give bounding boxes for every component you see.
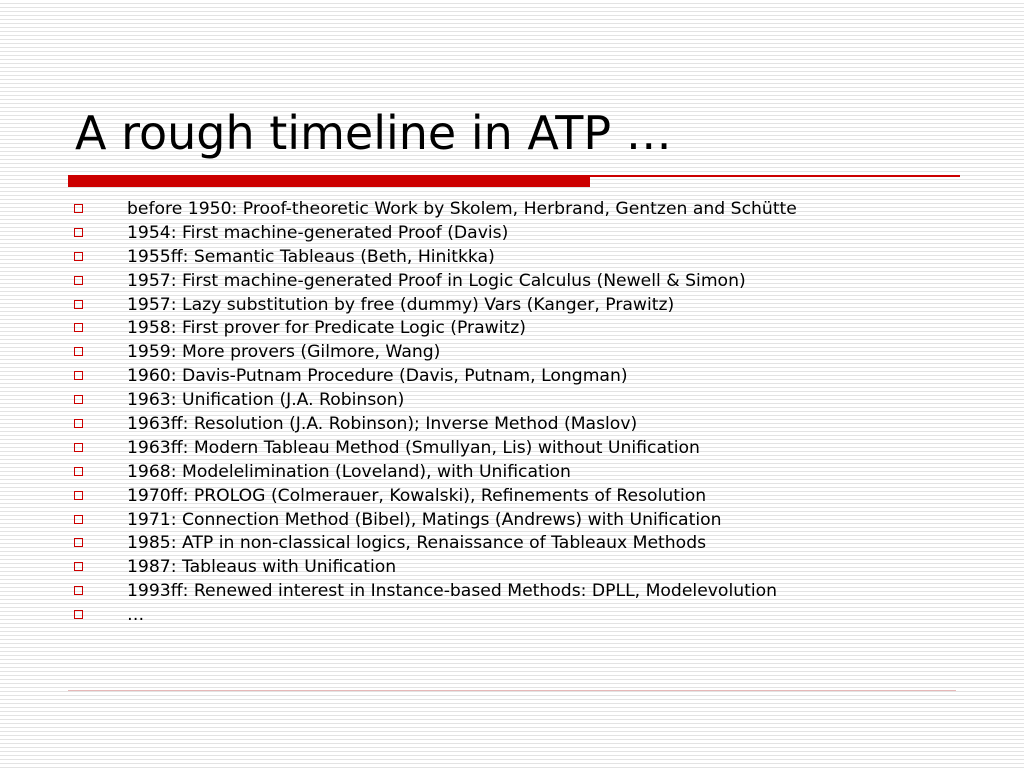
hollow-square-icon (74, 300, 83, 309)
hollow-square-icon (74, 586, 83, 595)
hollow-square-icon (74, 562, 83, 571)
timeline-item-text: 1960: Davis-Putnam Procedure (Davis, Putnam, Longman) (127, 366, 628, 387)
timeline-item-text: … (127, 605, 145, 626)
timeline-item-text: 1968: Modelelimination (Loveland), with Unification (127, 461, 571, 482)
hollow-square-icon (74, 419, 83, 428)
hollow-square-icon (74, 610, 83, 619)
timeline-item-text: 1993ff: Renewed interest in Instance-based Methods: DPLL, Modelevolution (127, 581, 778, 602)
footer-divider-line (68, 690, 956, 691)
hollow-square-icon (74, 252, 83, 261)
hollow-square-icon (74, 395, 83, 404)
timeline-item-text: 1971: Connection Method (Bibel), Matings (Andrews) with Unification (127, 509, 722, 530)
hollow-square-icon (74, 228, 83, 237)
timeline-item-text: 1963ff: Resolution (J.A. Robinson); Inverse Method (Maslov) (127, 414, 638, 435)
timeline-item-text: 1957: Lazy substitution by free (dummy) Vars (Kanger, Prawitz) (127, 294, 675, 315)
timeline-item-text: 1985: ATP in non-classical logics, Renaissance of Tableaux Methods (127, 533, 707, 554)
hollow-square-icon (74, 467, 83, 476)
timeline-item-text: 1963ff: Modern Tableau Method (Smullyan, Lis) without Unification (127, 437, 700, 458)
timeline-item-text: 1954: First machine-generated Proof (Davis) (127, 222, 509, 243)
hollow-square-icon (74, 323, 83, 332)
timeline-item-text: 1987: Tableaus with Unification (127, 557, 397, 578)
timeline-item-text: 1958: First prover for Predicate Logic (Prawitz) (127, 318, 526, 339)
hollow-square-icon (74, 491, 83, 500)
timeline-item-text: 1970ff: PROLOG (Colmerauer, Kowalski), Refinements of Resolution (127, 485, 707, 506)
timeline-item-text: 1963: Unification (J.A. Robinson) (127, 390, 405, 411)
title-accent-bar (68, 175, 590, 187)
timeline-item-text: 1959: More provers (Gilmore, Wang) (127, 342, 441, 363)
slide-title: A rough timeline in ATP … (75, 106, 672, 160)
hollow-square-icon (74, 204, 83, 213)
timeline-item-text: before 1950: Proof-theoretic Work by Skolem, Herbrand, Gentzen and Schütte (127, 199, 797, 219)
title-divider-line (590, 175, 960, 177)
hollow-square-icon (74, 443, 83, 452)
hollow-square-icon (74, 371, 83, 380)
timeline-item-text: 1957: First machine-generated Proof in Logic Calculus (Newell & Simon) (127, 270, 746, 291)
hollow-square-icon (74, 276, 83, 285)
hollow-square-icon (74, 538, 83, 547)
timeline-item-text: 1955ff: Semantic Tableaus (Beth, Hinitkka) (127, 246, 495, 267)
hollow-square-icon (74, 515, 83, 524)
hollow-square-icon (74, 347, 83, 356)
